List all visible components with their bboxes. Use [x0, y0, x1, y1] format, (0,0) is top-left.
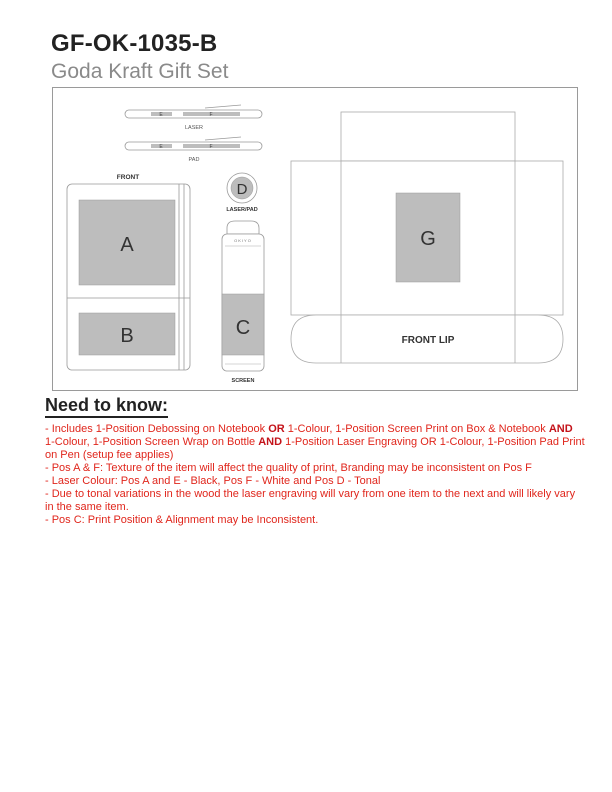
note-laser-colour: - Laser Colour: Pos A and E - Black, Pos F - White and Pos D - Tonal	[45, 475, 381, 487]
print-position-diagram	[52, 87, 578, 391]
bottle-screen-label: SCREEN	[231, 378, 255, 384]
pen-laser-pos-e: E	[159, 112, 163, 118]
pen-laser	[125, 105, 262, 131]
product-code: GF-OK-1035-B	[51, 30, 218, 57]
notebook	[67, 174, 190, 370]
notebook-front-label: FRONT	[116, 174, 140, 181]
notebook-pos-b: B	[120, 325, 134, 347]
bottle	[222, 221, 264, 384]
pen-pad-pos-f: F	[209, 144, 213, 150]
need-to-know-heading: Need to know:	[45, 395, 168, 418]
box-front-lip-label: FRONT LIP	[401, 335, 455, 346]
product-name: Goda Kraft Gift Set	[51, 60, 229, 83]
pen-pad	[125, 137, 262, 163]
bottle-pos-c: C	[235, 317, 251, 339]
note-includes: - Includes 1-Position Debossing on Notebook OR 1-Colour, 1-Position Screen Print on Box & Notebook AND 1-Colour, 1-Position Screen Wrap on Bottle AND 1-Position Laser Engraving OR 1-Colour, 1-Position Pad Print on Pen (setup fee applies)	[45, 423, 585, 461]
pen-pad-label: PAD	[188, 157, 200, 163]
gift-box-dieline	[291, 112, 563, 363]
cap-pos-d: D	[236, 181, 248, 198]
bottle-cap	[226, 173, 257, 213]
cap-label: LASER/PAD	[226, 207, 258, 213]
note-texture: - Pos A & F: Texture of the item will affect the quality of print, Branding may be inconsistent on Pos F	[45, 462, 532, 474]
pen-laser-pos-f: F	[209, 112, 213, 118]
pen-pad-pos-e: E	[159, 144, 163, 150]
note-pos-c: - Pos C: Print Position & Alignment may be Inconsistent.	[45, 514, 319, 526]
box-pos-g: G	[420, 228, 436, 250]
pen-laser-label: LASER	[184, 125, 204, 131]
need-to-know-notes	[45, 423, 585, 527]
note-tonal-variations: - Due to tonal variations in the wood the laser engraving will vary from one item to the next and will likely vary in the same item.	[45, 488, 576, 513]
notebook-pos-a: A	[120, 234, 134, 256]
bottle-brand: OKIYO	[234, 238, 252, 243]
